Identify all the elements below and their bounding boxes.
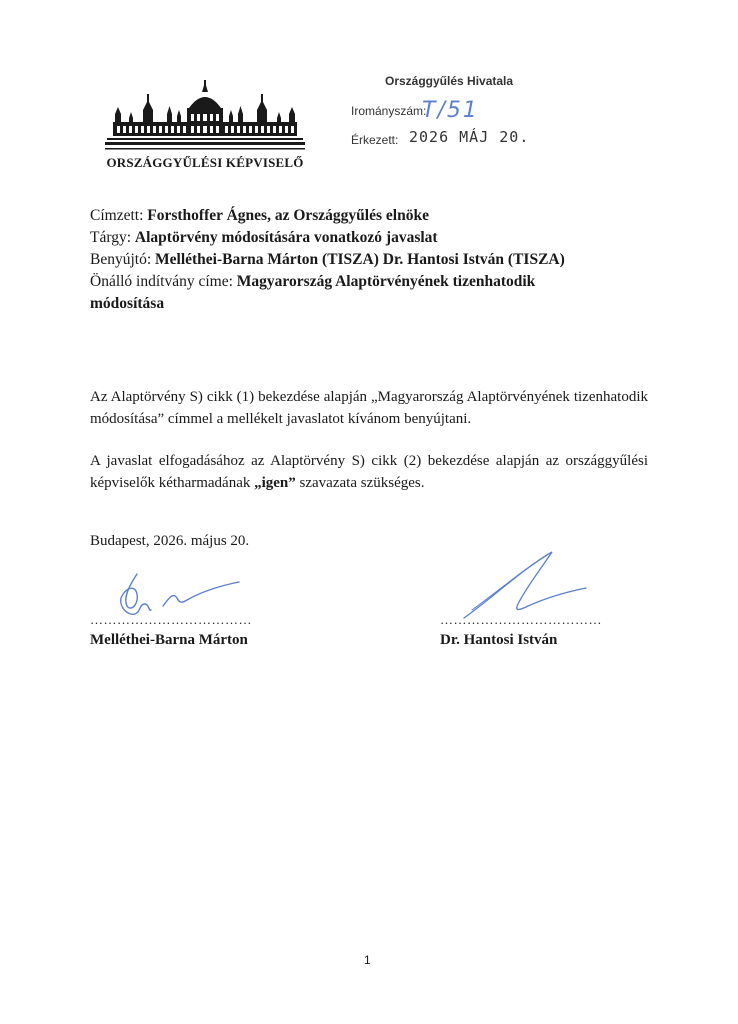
left-signer-name: Melléthei-Barna Márton — [90, 632, 248, 648]
meta-to-value: Forsthoffer Ágnes, az Országgyűlés elnöke — [147, 207, 429, 224]
place-date: Budapest, 2026. május 20. — [90, 533, 250, 549]
stamp-erkezett-label: Érkezett: — [351, 133, 399, 147]
paragraph-2-text-after: szavazata szükséges. — [295, 475, 425, 491]
parliament-logo-icon — [105, 78, 305, 152]
paragraph-2-text-before: A javaslat elfogadásához az Alaptörvény S) cikk (2) bekezdése alapján az országgyűlési képviselők kétharmadának — [90, 453, 648, 491]
meta-to — [90, 205, 429, 227]
meta-title-cont — [90, 293, 164, 315]
meta-submitter — [90, 249, 565, 271]
meta-to-label: Címzett: — [90, 207, 144, 224]
stamp-iromanyszam-label: Irományszám: — [351, 104, 427, 118]
meta-title-value-line1: Magyarország Alaptörvényének tizenhatodik — [236, 273, 536, 290]
stamp-erkezett-value: 2026 MÁJ 20. — [409, 128, 530, 146]
meta-title-value-line2: módosítása — [90, 295, 165, 312]
meta-title-label: Önálló indítvány címe: — [90, 273, 233, 290]
meta-subject-label: Tárgy: — [90, 229, 132, 246]
meta-submitter-label: Benyújtó: — [90, 251, 152, 268]
logo-caption: ORSZÁGGYŰLÉSI KÉPVISELŐ — [106, 155, 304, 170]
right-signature-line: ……………………………… — [440, 612, 602, 627]
meta-subject-value: Alaptörvény módosítására vonatkozó javaslat — [134, 229, 438, 246]
left-signature-line: ……………………………… — [90, 612, 252, 627]
paragraph-2 — [90, 450, 648, 494]
meta-subject — [90, 227, 438, 249]
meta-submitter-value: Melléthei-Barna Márton (TISZA) Dr. Hantosi István (TISZA) — [155, 251, 565, 268]
stamp-iromanyszam-value: T/51 — [422, 98, 479, 123]
paragraph-1: Az Alaptörvény S) cikk (1) bekezdése alapján „Magyarország Alaptörvényének tizenhatodik módosítása” címmel a mellékelt javaslatot kívánom benyújtani. — [90, 389, 648, 427]
page-number: 1 — [364, 953, 371, 967]
stamp-office: Országgyűlés Hivatala — [385, 74, 514, 88]
stamp-erkezett-row — [351, 133, 398, 147]
right-signer-name: Dr. Hantosi István — [440, 632, 558, 648]
right-signature-icon — [462, 548, 592, 622]
paragraph-2-bold: „igen” — [254, 475, 296, 491]
meta-title — [90, 271, 535, 293]
stamp-iromanyszam-row — [351, 104, 426, 118]
